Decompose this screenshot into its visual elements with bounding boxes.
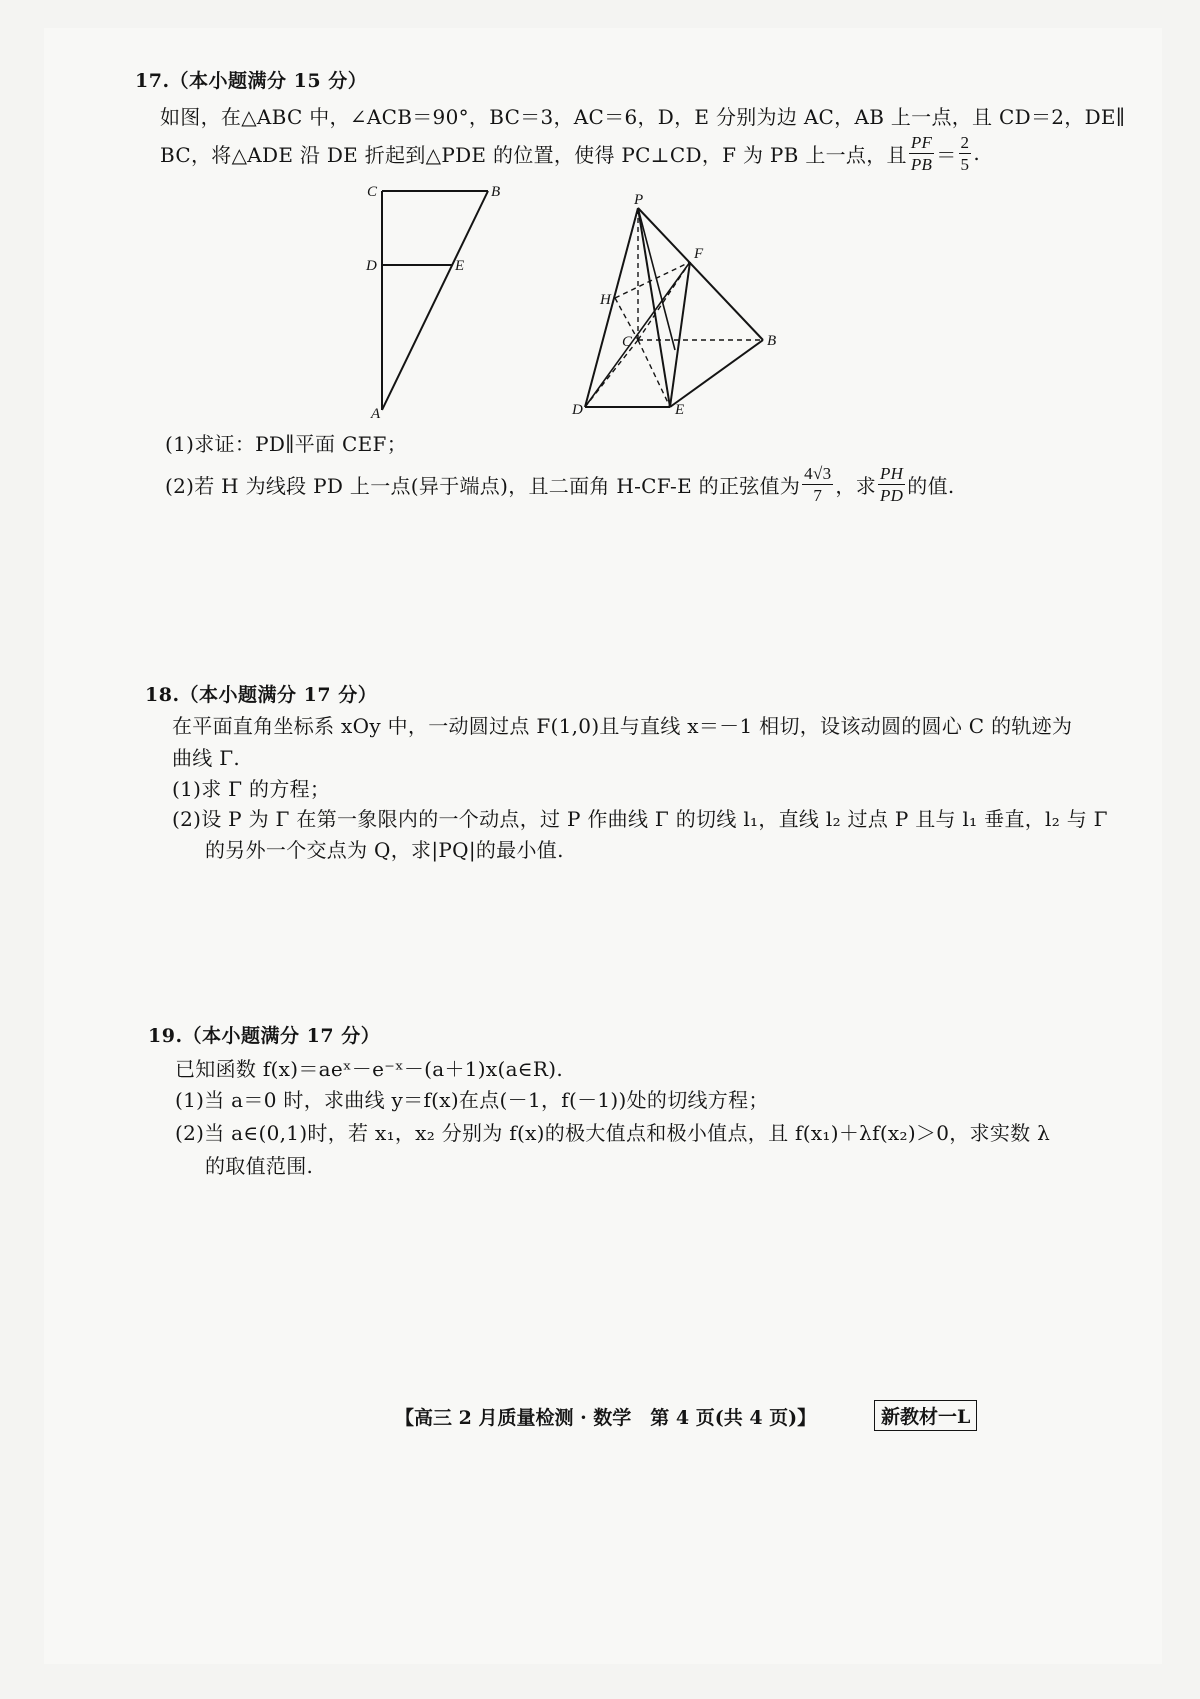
q18-line1: 在平面直角坐标系 xOy 中，一动圆过点 F(1,0)且与直线 x＝－1 相切，设该动圆的圆心 C 的轨迹为 — [172, 714, 1073, 738]
q17-line2 — [160, 133, 980, 173]
q17-title: 17.（本小题满分 15 分） — [135, 70, 368, 92]
label-b2: B — [767, 333, 777, 349]
q18-line2: 曲线 Γ. — [172, 746, 241, 770]
q18-part2-line2: 的另外一个交点为 Q，求|PQ|的最小值. — [205, 838, 564, 862]
q17-ph-pd-fraction — [878, 465, 905, 504]
q17-value-den: 5 — [960, 154, 970, 174]
label-h: H — [600, 292, 611, 308]
q19-line1: 已知函数 f(x)＝aeˣ－e⁻ˣ－(a＋1)x(a∈R). — [175, 1057, 564, 1081]
q18-title: 18.（本小题满分 17 分） — [145, 684, 378, 706]
figure-pyramid — [560, 190, 800, 425]
label-p: P — [634, 192, 644, 208]
label-d: D — [366, 258, 377, 274]
q17-line1: 如图，在△ABC 中，∠ACB＝90°，BC＝3，AC＝6，D，E 分别为边 AC，AB 上一点，且 CD＝2，DE∥ — [160, 105, 1126, 129]
q17-ph-num: PH — [880, 463, 904, 483]
q17-pd-den: PD — [880, 485, 904, 505]
q17-ratio-fraction — [909, 134, 934, 173]
q17-value-num: 2 — [960, 132, 970, 152]
label-d2: D — [572, 402, 583, 418]
edition-badge: 新教材一L — [874, 1400, 977, 1431]
label-c2: C — [622, 334, 633, 350]
label-f: F — [694, 246, 704, 262]
q19-part2-line1: (2)当 a∈(0,1)时，若 x₁，x₂ 分别为 f(x)的极大值点和极小值点，且 f(x₁)＋λf(x₂)＞0，求实数 λ — [175, 1121, 1051, 1145]
q17-sine-num: 4√3 — [804, 463, 832, 483]
q17-equals: ＝ — [936, 142, 957, 167]
q17-sine-fraction — [802, 465, 833, 504]
label-e: E — [455, 258, 465, 274]
q17-part2 — [165, 462, 955, 506]
q17-part2-mid: ，求 — [835, 473, 876, 498]
q17-part2-text: (2)若 H 为线段 PD 上一点(异于端点)，且二面角 H-CF-E 的正弦值为 — [165, 473, 801, 498]
label-e2: E — [675, 402, 685, 418]
q17-line2-text: BC，将△ADE 沿 DE 折起到△PDE 的位置，使得 PC⊥CD，F 为 PB 上一点，且 — [160, 142, 907, 167]
q17-part1: (1)求证：PD∥平面 CEF； — [165, 432, 407, 456]
page-footer: 【高三 2 月质量检测 · 数学 第 4 页(共 4 页)】 — [395, 1407, 817, 1429]
edge-eb — [670, 340, 763, 407]
q19-title: 19.（本小题满分 17 分） — [148, 1025, 381, 1047]
q19-part2-line2: 的取值范围. — [205, 1154, 314, 1178]
q17-line2-end: . — [973, 141, 981, 165]
label-c: C — [367, 184, 378, 200]
q17-part2-end: 的值. — [907, 473, 955, 498]
q18-part1: (1)求 Γ 的方程； — [172, 777, 331, 801]
q18-part2-line1: (2)设 P 为 Γ 在第一象限内的一个动点，过 P 作曲线 Γ 的切线 l₁，直线 l₂ 过点 P 且与 l₁ 垂直，l₂ 与 Γ — [172, 807, 1108, 831]
segment-ba — [382, 191, 488, 410]
label-a: A — [371, 406, 381, 422]
q19-part1: (1)当 a＝0 时，求曲线 y＝f(x)在点(－1，f(－1))处的切线方程； — [175, 1088, 769, 1112]
figure-triangle-abc — [355, 178, 515, 423]
q17-ratio-den: PB — [910, 154, 933, 174]
q17-value-fraction — [959, 134, 972, 173]
q17-ratio-num: PF — [910, 132, 933, 152]
label-b: B — [491, 184, 501, 200]
edge-pd — [585, 208, 638, 407]
q17-sine-den: 7 — [813, 485, 823, 505]
segment-fe — [670, 262, 690, 407]
